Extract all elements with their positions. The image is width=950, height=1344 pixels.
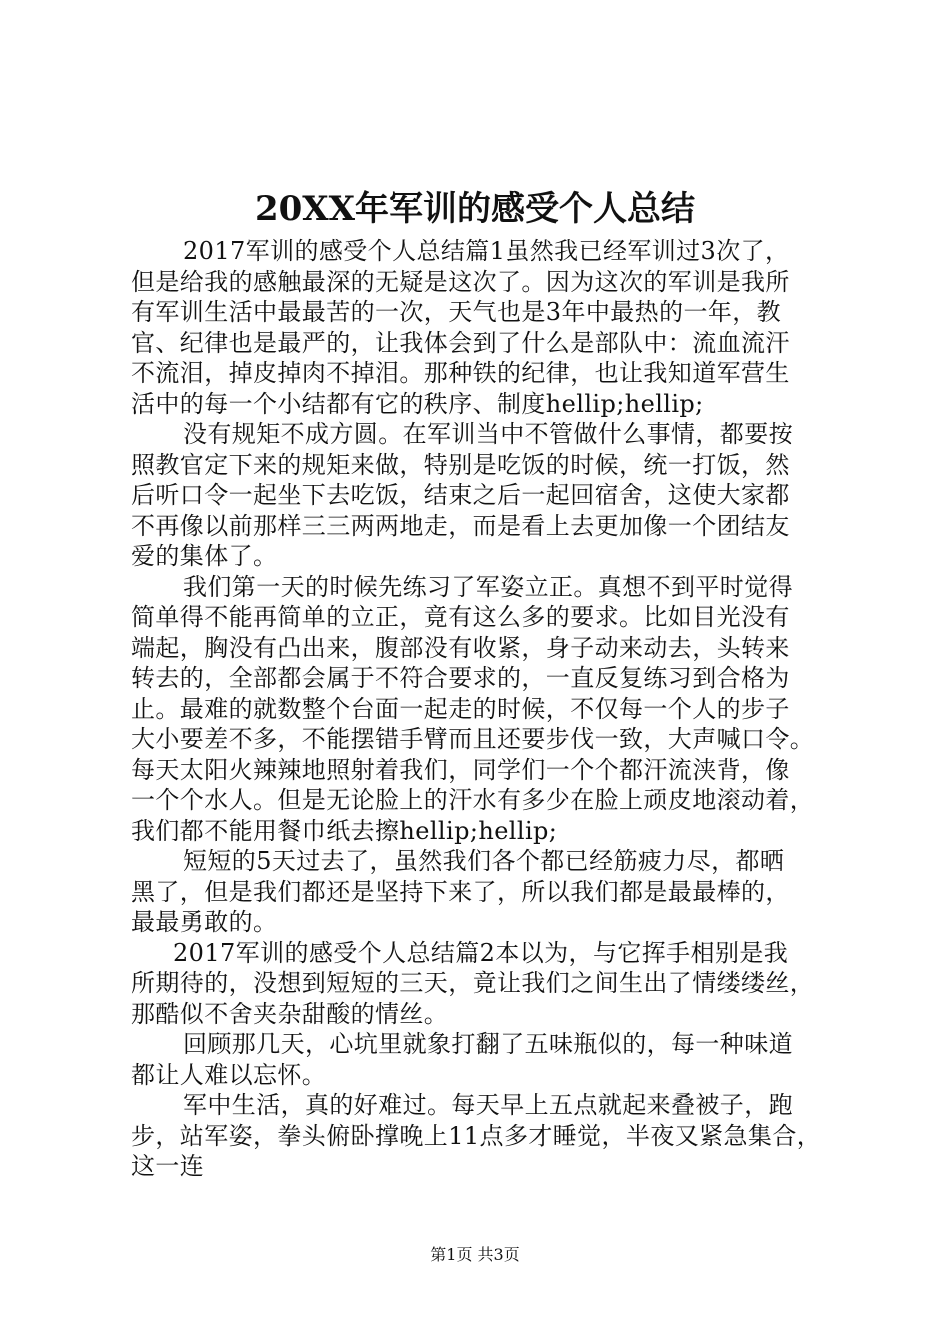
text-line: 活中的每一个小结都有它的秩序、制度hellip;hellip; <box>131 389 704 418</box>
text-line: 官、纪律也是最严的，让我体会到了什么是部队中：流血流汗 <box>131 328 790 357</box>
text-line: 止。最难的就数整个台面一起走的时候，不仅每一个人的步子 <box>131 694 790 723</box>
text-line: 最最勇敢的。 <box>131 908 278 936</box>
text-line: 简单得不能再简单的立正，竟有这么多的要求。比如目光没有 <box>131 603 790 631</box>
text-line: 那酷似不舍夹杂甜酸的情丝。 <box>131 999 449 1028</box>
text-line: 都让人难以忘怀。 <box>131 1060 327 1089</box>
text-line: 我们第一天的时候先练习了军姿立正。真想不到平时觉得 <box>183 572 793 601</box>
text-line: 端起，胸没有凸出来，腹部没有收紧，身子动来动去，头转来 <box>131 633 790 662</box>
text-line: 2017军训的感受个人总结篇2本以为，与它挥手相别是我 <box>173 938 789 967</box>
text-line: 这一连 <box>131 1152 205 1180</box>
text-line: 没有规矩不成方圆。在军训当中不管做什么事情，都要按 <box>183 420 793 448</box>
text-line: 2017军训的感受个人总结篇1虽然我已经军训过3次了， <box>183 237 790 265</box>
text-line: 一个个水人。但是无论脸上的汗水有多少在脸上顽皮地滚动着， <box>131 786 815 814</box>
text-line: 步，站军姿，拳头俯卧撑晚上11点多才睡觉，半夜又紧急集合， <box>131 1121 822 1150</box>
text-line: 照教官定下来的规矩来做，特别是吃饭的时候，统一打饭，然 <box>131 450 790 479</box>
text-line: 不再像以前那样三三两两地走，而是看上去更加像一个团结友 <box>131 511 790 540</box>
text-line: 爱的集体了。 <box>131 542 278 570</box>
page-number-footer: 第1页 共3页 <box>430 1245 520 1264</box>
text-line: 我们都不能用餐巾纸去擦hellip;hellip; <box>131 816 558 845</box>
text-line: 军中生活，真的好难过。每天早上五点就起来叠被子，跑 <box>183 1091 793 1119</box>
text-line: 所期待的，没想到短短的三天，竟让我们之间生出了情缕缕丝， <box>131 969 815 997</box>
text-line: 短短的5天过去了，虽然我们各个都已经筋疲力尽，都晒 <box>183 847 785 875</box>
text-line: 每天太阳火辣辣地照射着我们，同学们一个个都汗流浃背，像 <box>131 755 790 784</box>
text-line: 转去的，全部都会属于不符合要求的，一直反复练习到合格为 <box>131 664 790 692</box>
text-line: 但是给我的感触最深的无疑是这次了。因为这次的军训是我所 <box>131 267 790 296</box>
text-line: 黑了，但是我们都还是坚持下来了，所以我们都是最最棒的， <box>131 877 790 906</box>
text-line: 不流泪，掉皮掉肉不掉泪。那种铁的纪律，也让我知道军营生 <box>131 359 790 387</box>
text-line: 有军训生活中最最苦的一次，天气也是3年中最热的一年，教 <box>131 298 782 326</box>
text-line: 回顾那几天，心坑里就象打翻了五味瓶似的，每一种味道 <box>183 1030 793 1058</box>
text-line: 后听口令一起坐下去吃饭，结束之后一起回宿舍，这使大家都 <box>131 481 790 509</box>
page-title: 20XX年军训的感受个人总结 <box>254 189 696 229</box>
document-body <box>131 236 843 1182</box>
text-line: 大小要差不多，不能摆错手臂而且还要步伐一致，大声喊口令。 <box>131 725 815 753</box>
